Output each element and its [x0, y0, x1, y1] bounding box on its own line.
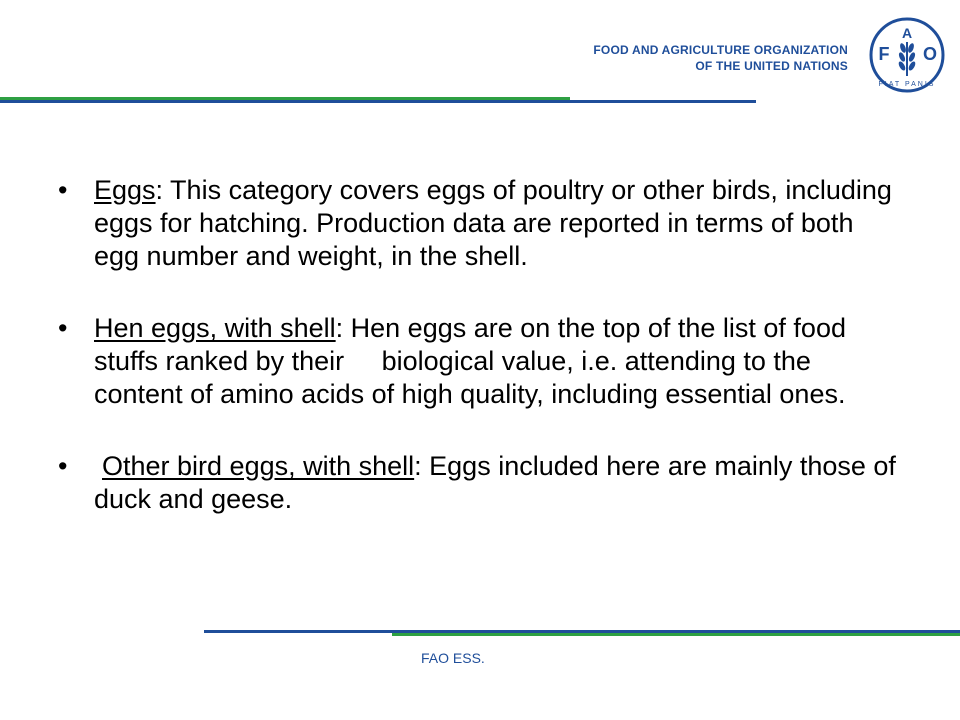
header-rule-blue [0, 100, 756, 103]
bullet-term: Hen eggs, with shell [94, 313, 336, 343]
bullet-term: Other bird eggs, with shell [102, 451, 415, 481]
bullet-text: : This category covers eggs of poultry or other birds, including eggs for hatching. Production data are reported in terms of both egg number and weight, in the shell. [94, 175, 892, 271]
organization-name [593, 42, 848, 74]
bullet-term: Eggs [94, 175, 156, 205]
logo-letter-f: F [878, 44, 890, 64]
bullet-text: : Hen eggs are on the top of the list of food stuffs ranked by their biological value, i.e. attending to the content of amino acids of high quality, including essential ones. [94, 313, 854, 409]
wheat-icon [897, 42, 916, 76]
bullet-marker: • [58, 313, 68, 343]
footer-rule-green [392, 633, 960, 636]
footer-text: FAO ESS. [421, 650, 485, 666]
bullet-other-bird-eggs [58, 450, 898, 516]
logo-motto: FIAT PANIS [878, 81, 936, 88]
organization-name-line1: FOOD AND AGRICULTURE ORGANIZATION [593, 43, 848, 57]
bullet-marker: • [58, 451, 68, 481]
fao-logo [868, 16, 946, 94]
bullet-list [58, 174, 898, 555]
bullet-hen-eggs [58, 312, 898, 411]
logo-letter-o: O [922, 44, 938, 64]
organization-name-line2: OF THE UNITED NATIONS [695, 59, 848, 73]
bullet-text: : Eggs included here are mainly those of duck and geese. [94, 451, 896, 514]
bullet-marker: • [58, 175, 68, 205]
bullet-eggs [58, 174, 898, 273]
logo-letter-a: A [901, 25, 913, 41]
